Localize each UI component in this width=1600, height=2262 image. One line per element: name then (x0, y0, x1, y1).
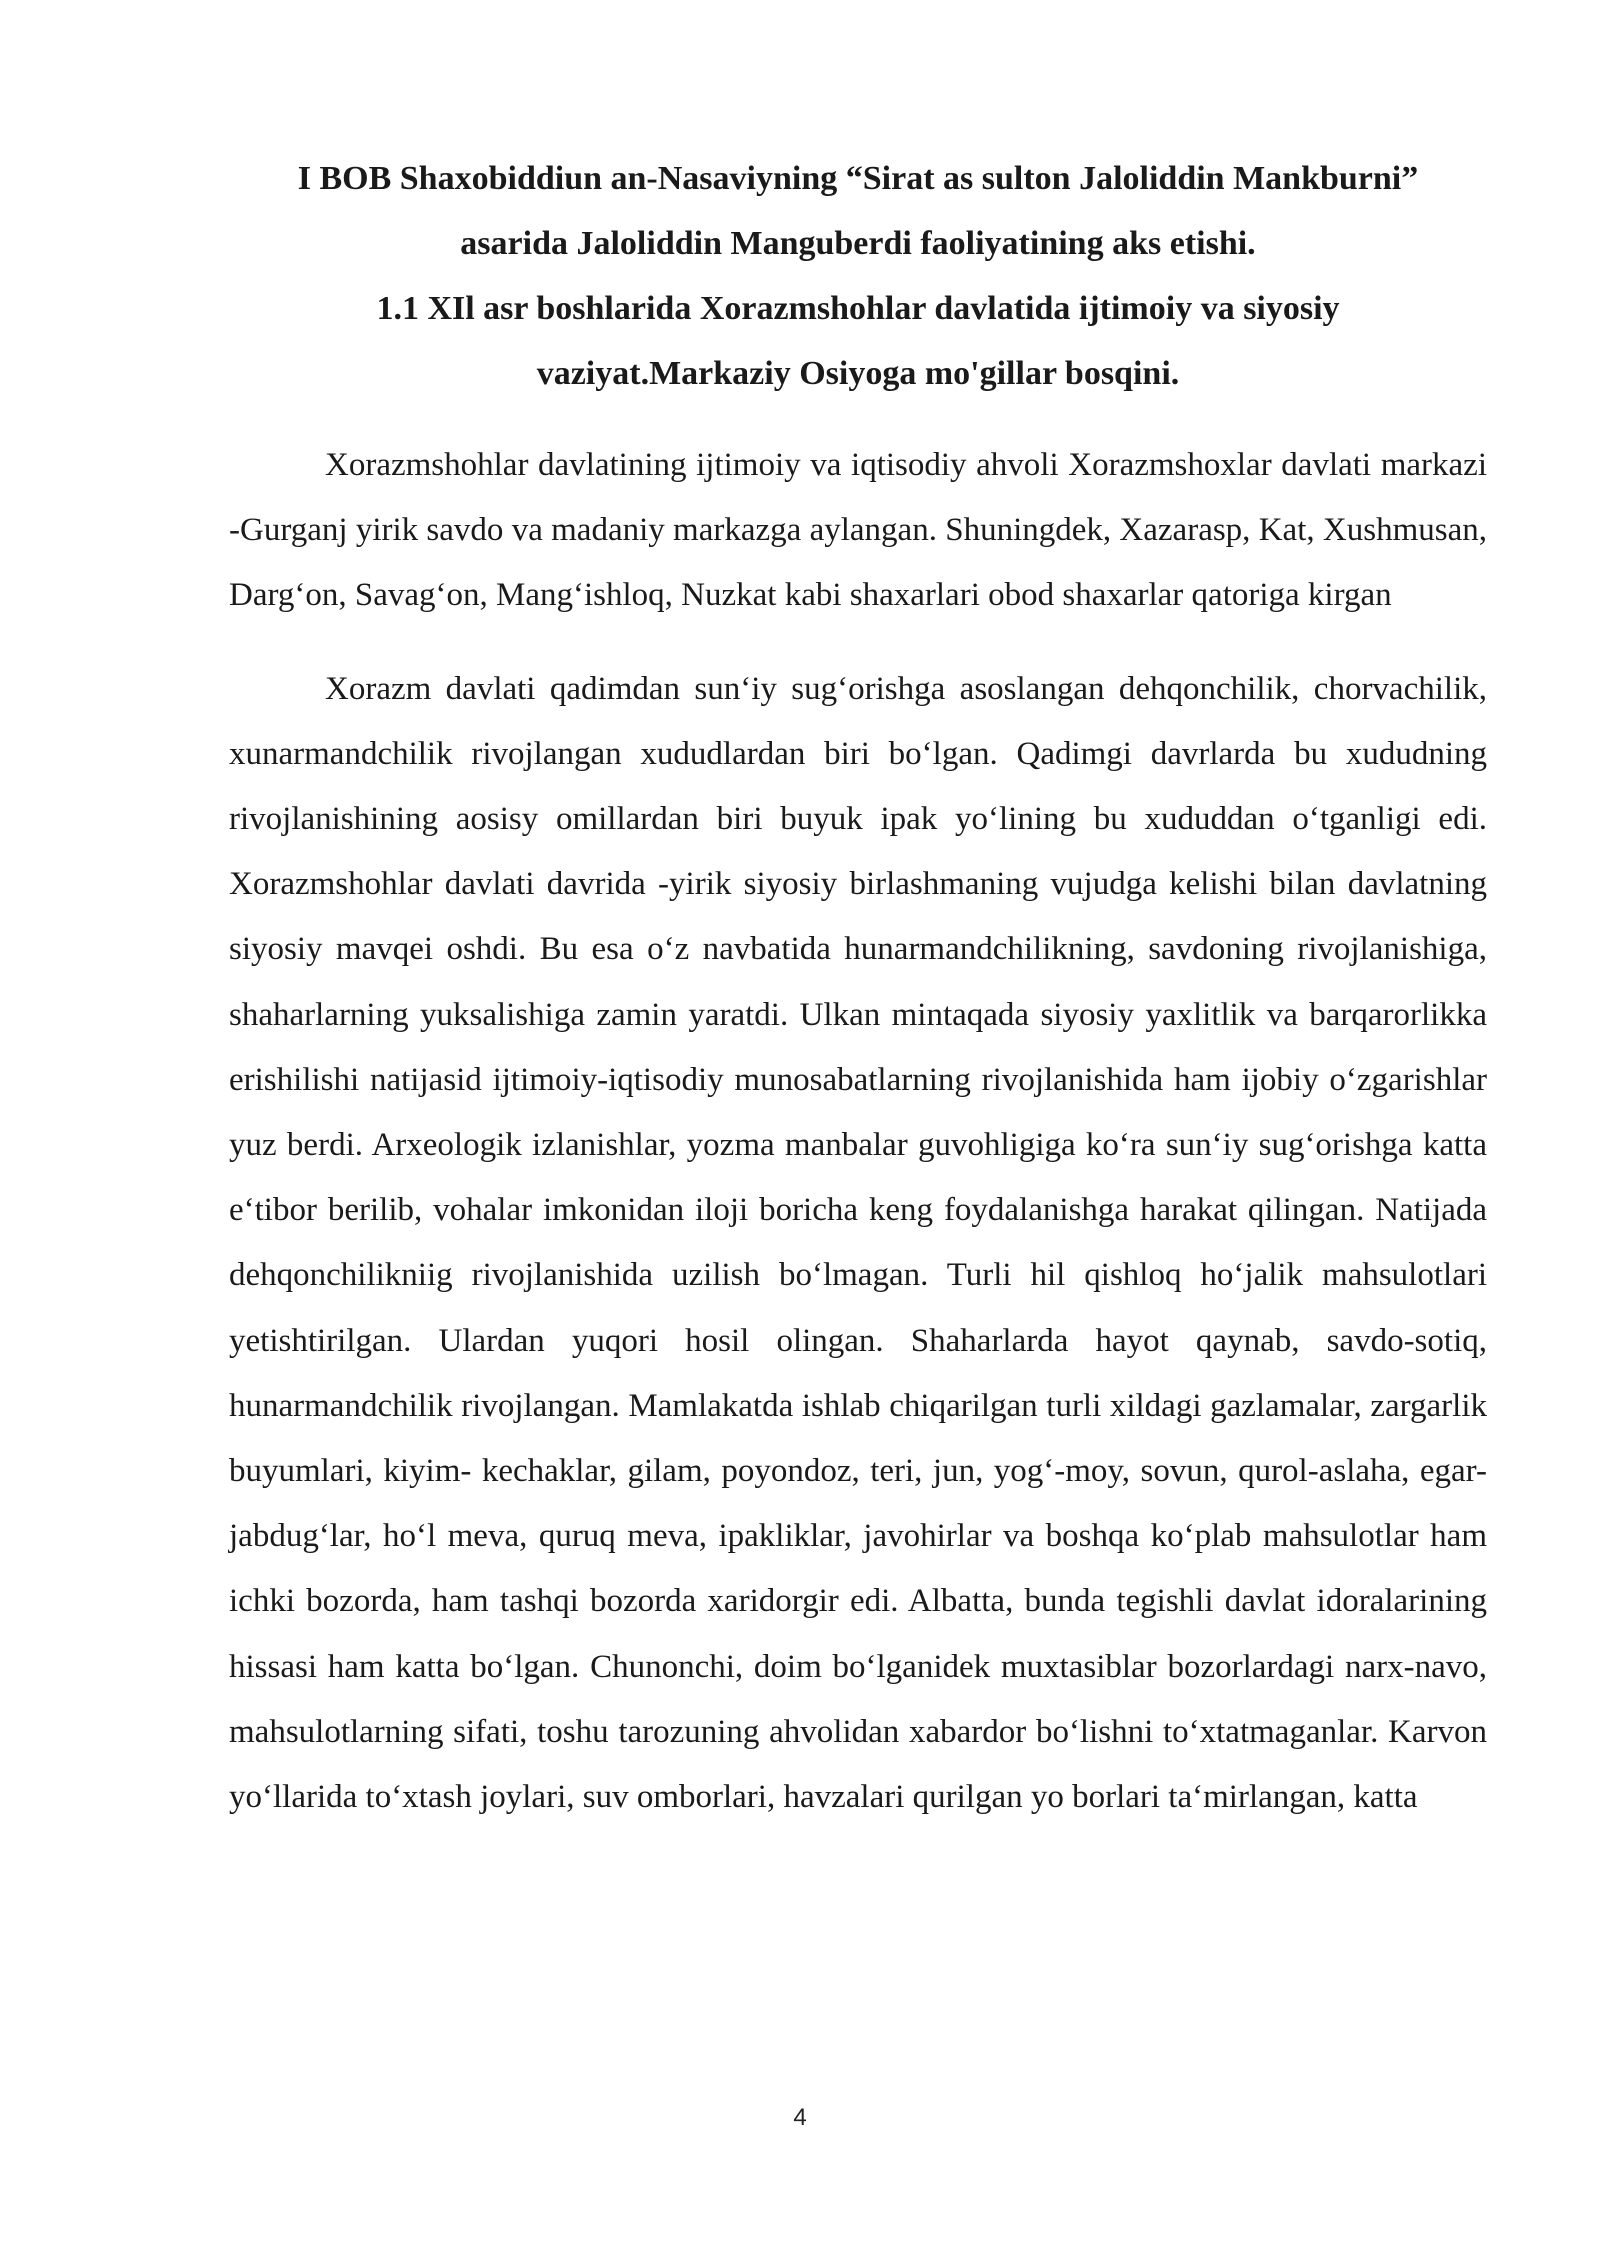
heading-line-1: I BOB Shaxobiddiun an-Nasaviyning “Sirat as sulton Jaloliddin Mankburni” (297, 160, 1419, 197)
body-paragraph-2: Xorazm davlati qadimdan sun‘iy sug‘orishga asoslangan dehqonchilik, chorvachilik, xunarmandchilik rivojlangan xududlardan biri bo‘lgan. Qadimgi davrlarda bu xududning rivojlanishining aosisy omillardan biri buyuk ipak yo‘lining bu xududdan o‘tganligi edi. Xorazmshohlar davlati davrida -yirik siyosiy birlashmaning vujudga kelishi bilan davlatning siyosiy mavqei oshdi. Bu esa o‘z navbatida hunarmandchilikning, savdoning rivojlanishiga, shaharlarning yuksalishiga zamin yaratdi. Ulkan mintaqada siyosiy yaxlitlik va barqarorlikka erishilishi natijasid ijtimoiy-iqtisodiy munosabatlarning rivojlanishida ham ijobiy o‘zgarishlar yuz berdi. Arxeologik izlanishlar, yozma manbalar guvohligiga ko‘ra sun‘iy sug‘orishga katta e‘tibor berilib, vohalar imkonidan iloji boricha keng foydalanishga harakat qilingan. Natijada dehqonchilikniig rivojlanishida uzilish bo‘lmagan. Turli hil qishloq ho‘jalik mahsulotlari yetishtirilgan. Ulardan yuqori hosil olingan. Shaharlarda hayot qaynab, savdo-sotiq, hunarmandchilik rivojlangan. Mamlakatda ishlab chiqarilgan turli xildagi gazlamalar, zargarlik buyumlari, kiyim- kechaklar, gilam, poyondoz, teri, jun, yog‘-moy, sovun, qurol-aslaha, egar-jabdug‘lar, ho‘l meva, quruq meva, ipakliklar, javohirlar va boshqa ko‘plab mahsulotlar ham ichki bozorda, ham tashqi bozorda xaridorgir edi. Albatta, bunda tegishli davlat idoralarining hissasi ham katta bo‘lgan. Chunonchi, doim bo‘lganidek muxtasiblar bozorlardagi narx-navo, mahsulotlarning sifati, toshu tarozuning ahvolidan xabardor bo‘lishni to‘xtatmaganlar. Karvon yo‘llarida to‘xtash joylari, suv omborlari, havzalari qurilgan yo borlari ta‘mirlangan, katta (229, 670, 1487, 1816)
chapter-heading (229, 146, 1487, 406)
heading-line-4: vaziyat.Markaziy Osiyoga mo'gillar bosqini. (536, 355, 1180, 392)
page-number: 4 (793, 2104, 807, 2131)
heading-line-2: asarida Jaloliddin Manguberdi faoliyatining aks etishi. (460, 225, 1256, 262)
page-content (229, 146, 1487, 1830)
body-paragraph-1: Xorazmshohlar davlatining ijtimoiy va iqtisodiy ahvoli Xorazmshoxlar davlati markazi -Gurganj yirik savdo va madaniy markazga aylangan. Shuningdek, Xazarasp, Kat, Xushmusan, Darg‘on, Savag‘on, Mang‘ishloq, Nuzkat kabi shaxarlari obod shaxarlar qatoriga kirgan (229, 447, 1487, 614)
heading-line-3: 1.1 XIl asr boshlarida Xorazmshohlar davlatida ijtimoiy va siyosiy (376, 290, 1340, 327)
